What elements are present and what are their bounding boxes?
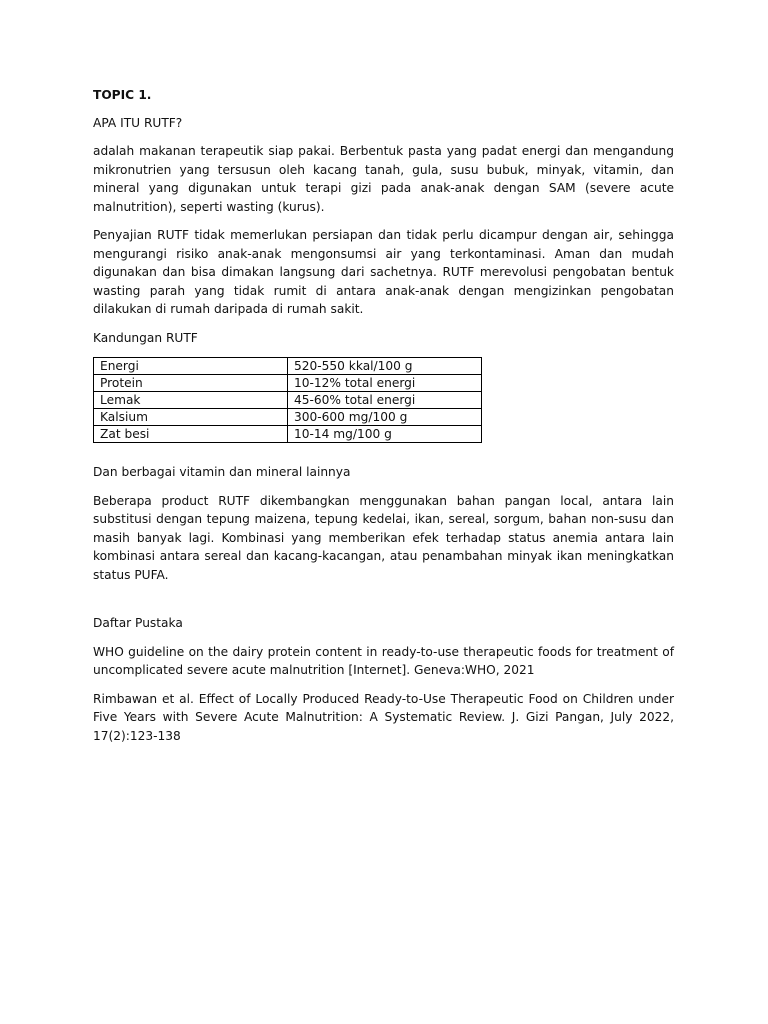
local-products-paragraph: Beberapa product RUTF dikembangkan menggunakan bahan pangan local, antara lain substitusi dengan tepung maizena, tepung kedelai, ikan, sereal, sorgum, bahan non-susu dan masih banyak lagi. Kombinasi yang memberikan efek terhadap status anemia antara lain kombinasi antara sereal dan kacang-kacangan, atau penambahan minyak ikan meningkatkan status PUFA. bbox=[93, 493, 674, 582]
preparation-paragraph: Penyajian RUTF tidak memerlukan persiapan dan tidak perlu dicampur dengan air, sehingga mengurangi risiko anak-anak mengonsumsi air yang terkontaminasi. Aman dan mudah digunakan dan bisa dimakan langsung dari sachetnya. RUTF merevolusi pengobatan bentuk wasting parah yang tidak rumit di antara anak-anak dengan mengizinkan pengobatan dilakukan di rumah daripada di rumah sakit. bbox=[93, 228, 674, 316]
definition-paragraph: adalah makanan terapeutik siap pakai. Berbentuk pasta yang padat energi dan mengandung mikronutrien yang tersusun oleh kacang tanah, gula, susu bubuk, minyak, vitamin, dan mineral yang digunakan untuk terapi gizi pada anak-anak dengan SAM (severe acute malnutrition), seperti wasting (kurus). bbox=[93, 144, 674, 214]
table-row bbox=[94, 375, 482, 392]
document-page bbox=[93, 86, 674, 755]
table-row bbox=[94, 392, 482, 409]
spacer bbox=[93, 594, 674, 614]
table-row bbox=[94, 426, 482, 443]
table-cell-label: Energi bbox=[94, 358, 288, 375]
table-row bbox=[94, 409, 482, 426]
table-cell-value: 300-600 mg/100 g bbox=[288, 409, 482, 426]
table-row bbox=[94, 358, 482, 375]
references-title: Daftar Pustaka bbox=[93, 616, 183, 630]
table-cell-value: 45-60% total energi bbox=[288, 392, 482, 409]
table-cell-label: Kalsium bbox=[94, 409, 288, 426]
table-cell-value: 10-12% total energi bbox=[288, 375, 482, 392]
rutf-content-table bbox=[93, 357, 482, 443]
table-cell-value: 520-550 kkal/100 g bbox=[288, 358, 482, 375]
table-cell-label: Protein bbox=[94, 375, 288, 392]
topic-heading: TOPIC 1. bbox=[93, 88, 152, 102]
reference-item: Rimbawan et al. Effect of Locally Produced Ready-to-Use Therapeutic Food on Children under Five Years with Severe Acute Malnutrition: A Systematic Review. J. Gizi Pangan, July 2022, 17(2):123-138 bbox=[93, 691, 674, 743]
table-cell-label: Lemak bbox=[94, 392, 288, 409]
table-title: Kandungan RUTF bbox=[93, 330, 198, 345]
vitamins-note: Dan berbagai vitamin dan mineral lainnya bbox=[93, 465, 351, 479]
reference-item: WHO guideline on the dairy protein content in ready-to-use therapeutic foods for treatment of uncomplicated severe acute malnutrition [Internet]. Geneva:WHO, 2021 bbox=[93, 644, 674, 677]
spacer bbox=[93, 443, 674, 463]
table-cell-value: 10-14 mg/100 g bbox=[288, 426, 482, 443]
table-cell-label: Zat besi bbox=[94, 426, 288, 443]
question-heading: APA ITU RUTF? bbox=[93, 115, 183, 130]
